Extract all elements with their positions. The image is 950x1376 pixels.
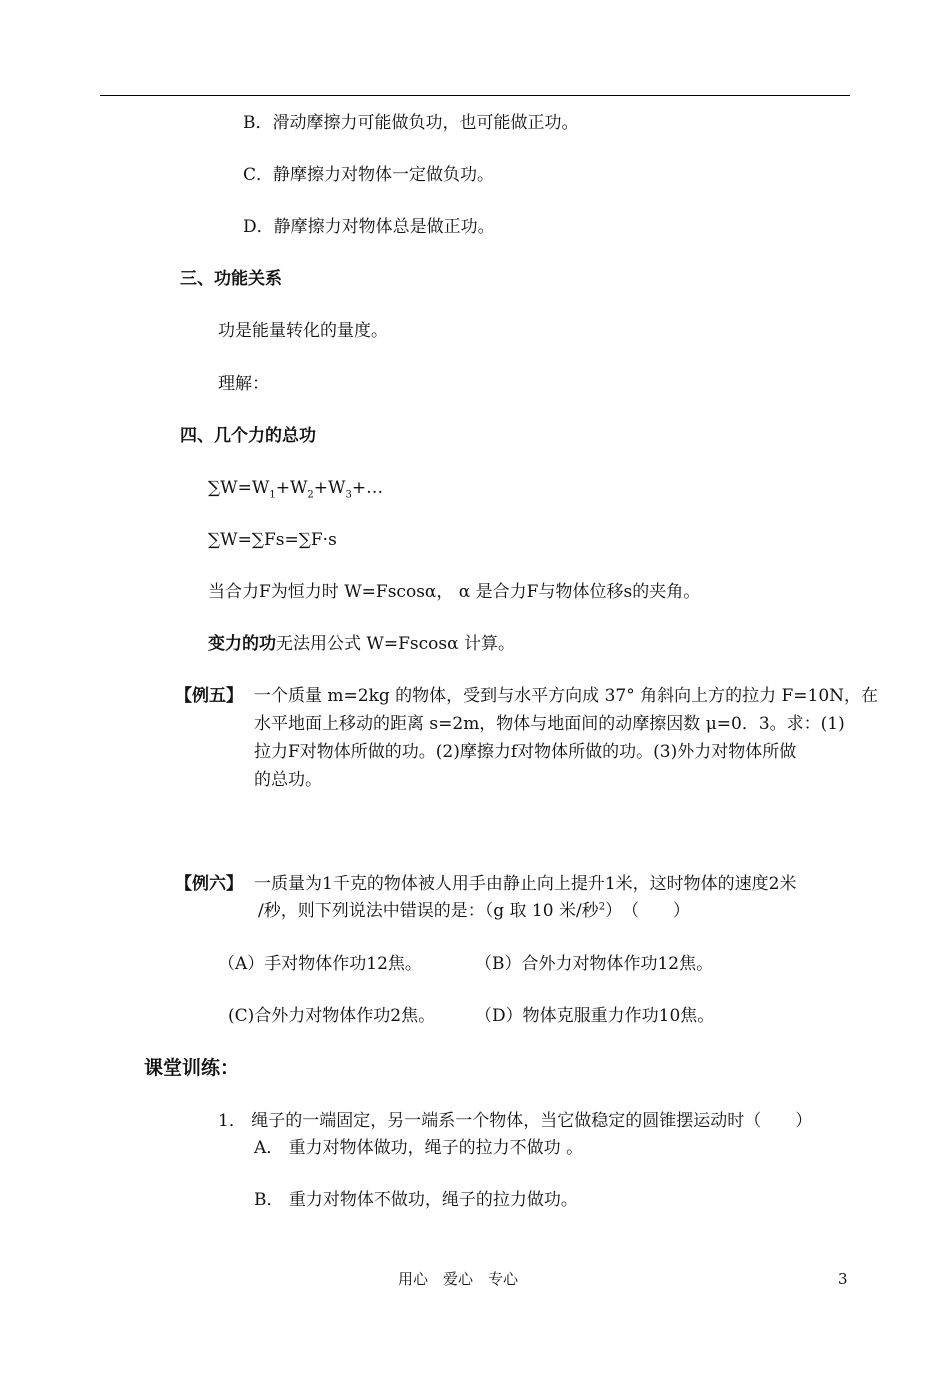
footer-motto: 用心 爱心 专心 bbox=[398, 1270, 519, 1288]
section3-line2: 理解： bbox=[218, 374, 269, 394]
formula-sum-force: ∑W=∑Fs=∑F·s bbox=[208, 530, 337, 550]
section3-line1: 功是能量转化的量度。 bbox=[218, 321, 388, 341]
option-b: B．滑动摩擦力可能做负功，也可能做正功。 bbox=[243, 113, 579, 133]
section4-heading: 四、几个力的总功 bbox=[180, 426, 316, 446]
example5-line4: 的总功。 bbox=[254, 770, 322, 790]
training-q1: 1． 绳子的一端固定，另一端系一个物体，当它做稳定的圆锥摆运动时（ ） bbox=[218, 1111, 813, 1131]
section3-heading: 三、功能关系 bbox=[180, 269, 282, 289]
example6-option-b: （B）合外力对物体作功12焦。 bbox=[475, 954, 714, 974]
training-q1-option-b: B． 重力对物体不做功，绳子的拉力做功。 bbox=[254, 1190, 578, 1210]
section4-line3: 当合力F为恒力时 W=Fscosα， α 是合力F与物体位移s的夹角。 bbox=[208, 582, 701, 602]
option-d: D．静摩擦力对物体总是做正功。 bbox=[243, 217, 495, 237]
training-heading: 课堂训练： bbox=[144, 1057, 240, 1079]
example6-option-c: (C)合外力对物体作功2焦。 bbox=[228, 1006, 436, 1026]
example6-line2: /秒，则下列说法中错误的是：（g 取 10 米/秒$^2$） （ ） bbox=[258, 901, 691, 921]
section4-line4: 变力的功无法用公式 W=Fscosα 计算。 bbox=[208, 634, 516, 654]
training-q1-option-a: A． 重力对物体做功，绳子的拉力不做功 。 bbox=[254, 1138, 584, 1158]
page-number: 3 bbox=[838, 1270, 848, 1288]
example5-line1: 一个质量 m=2kg 的物体，受到与水平方向成 37° 角斜向上方的拉力 F=10N，在 bbox=[254, 686, 879, 706]
header-rule bbox=[100, 95, 850, 96]
example6-line1: 一质量为1千克的物体被人用手由静止向上提升1米，这时物体的速度2米 bbox=[254, 874, 797, 894]
example6-option-d: （D）物体克服重力作功10焦。 bbox=[475, 1006, 715, 1026]
variable-force-label: 变力的功 bbox=[208, 634, 276, 654]
example6-label: 【例六】 bbox=[175, 874, 243, 894]
example5-line3: 拉力F对物体所做的功。(2)摩擦力f对物体所做的功。(3)外力对物体所做 bbox=[254, 742, 797, 762]
formula-sum-work: $\sum W=W_1+W_2+W_3+\dots$ bbox=[208, 478, 384, 501]
option-c: C．静摩擦力对物体一定做负功。 bbox=[243, 165, 495, 185]
example5-label: 【例五】 bbox=[175, 686, 243, 706]
example5-line2: 水平地面上移动的距离 s=2m，物体与地面间的动摩擦因数 μ=0．3。求：(1) bbox=[254, 714, 845, 734]
example6-option-a: （A）手对物体作功12焦。 bbox=[218, 954, 422, 974]
